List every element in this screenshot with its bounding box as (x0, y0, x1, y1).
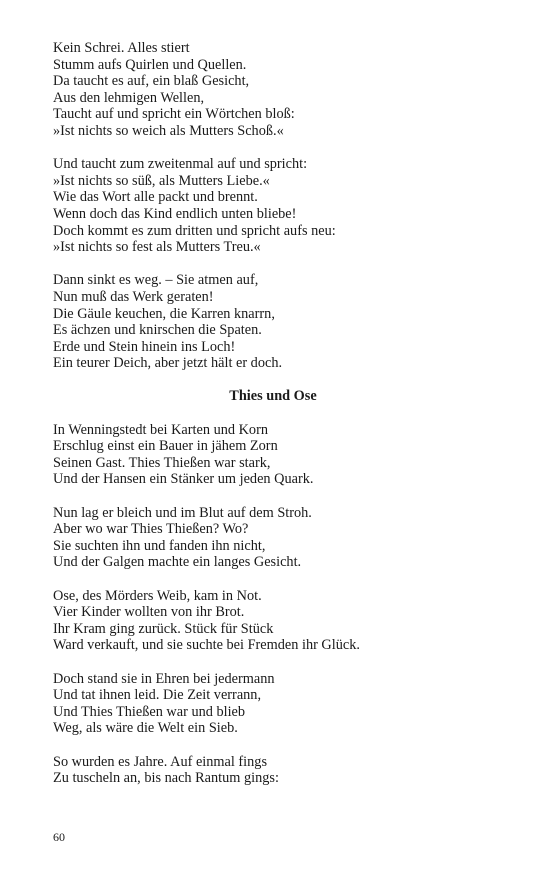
verse-line: Kein Schrei. Alles stiert (53, 40, 190, 56)
verse-line: Dann sinkt es weg. – Sie atmen auf, (53, 272, 259, 289)
page-body (53, 40, 513, 803)
verse-line: Taucht auf und spricht ein Wörtchen bloß: (53, 106, 295, 123)
verse-line: Ose, des Mörders Weib, kam in Not. (53, 587, 262, 604)
verse-line: Da taucht es auf, ein blaß Gesicht, (53, 73, 250, 90)
verse-line: Die Gäule keuchen, die Karren knarrn, (53, 305, 275, 322)
verse-line: Stumm aufs Quirlen und Quellen. (53, 56, 247, 73)
verse-line: Erschlug einst ein Bauer in jähem Zorn (53, 438, 278, 455)
verse-line: Nun muß das Werk geraten! (53, 288, 214, 305)
verse-line: Aber wo war Thies Thießen? Wo? (53, 521, 249, 538)
stanza (53, 156, 513, 256)
verse-line: Weg, als wäre die Welt ein Sieb. (53, 720, 238, 737)
poem-continuation (53, 40, 513, 372)
verse-line: So wurden es Jahre. Auf einmal fings (53, 753, 268, 770)
verse-line: Sie suchten ihn und fanden ihn nicht, (53, 537, 266, 554)
verse-line: Wenn doch das Kind endlich unten bliebe! (53, 205, 297, 222)
verse-line: Erde und Stein hinein ins Loch! (53, 338, 236, 355)
verse-line: Und tat ihnen leid. Die Zeit verrann, (53, 687, 262, 704)
verse-line: Ihr Kram ging zurück. Stück für Stück (53, 620, 274, 637)
verse-line: »Ist nichts so fest als Mutters Treu.« (53, 239, 261, 256)
verse-line: »Ist nichts so süß, als Mutters Liebe.« (53, 172, 270, 189)
stanza (53, 272, 513, 372)
verse-line: Und Thies Thießen war und blieb (53, 703, 246, 720)
page-number: 60 (53, 830, 65, 844)
poem-thies-und-ose (53, 422, 513, 787)
stanza (53, 754, 513, 787)
verse-line: Zu tuscheln an, bis nach Rantum gings: (53, 770, 279, 787)
verse-line: Es ächzen und knirschen die Spaten. (53, 322, 262, 339)
verse-line: Wie das Wort alle packt und brennt. (53, 189, 258, 206)
verse-line: Doch stand sie in Ehren bei jedermann (53, 670, 275, 687)
verse-line: Nun lag er bleich und im Blut auf dem Stroh. (53, 504, 312, 521)
verse-line: »Ist nichts so weich als Mutters Schoß.« (53, 122, 284, 139)
verse-line: Seinen Gast. Thies Thießen war stark, (53, 454, 271, 471)
verse-line: In Wenningstedt bei Karten und Korn (53, 421, 268, 438)
poem-title: Thies und Ose (229, 388, 317, 405)
verse-line: Ein teurer Deich, aber jetzt hält er doch. (53, 355, 283, 372)
verse-line: Und der Hansen ein Stänker um jeden Quark. (53, 471, 314, 488)
stanza (53, 505, 513, 571)
stanza (53, 671, 513, 737)
verse-line: Und taucht zum zweitenmal auf und spricht: (53, 156, 308, 173)
verse-line: Aus den lehmigen Wellen, (53, 89, 205, 106)
stanza (53, 40, 513, 140)
stanza (53, 588, 513, 654)
verse-line: Und der Galgen machte ein langes Gesicht. (53, 554, 302, 571)
stanza (53, 422, 513, 488)
verse-line: Ward verkauft, und sie suchte bei Fremden ihr Glück. (53, 637, 360, 654)
verse-line: Doch kommt es zum dritten und spricht aufs neu: (53, 222, 336, 239)
verse-line: Vier Kinder wollten von ihr Brot. (53, 604, 245, 621)
